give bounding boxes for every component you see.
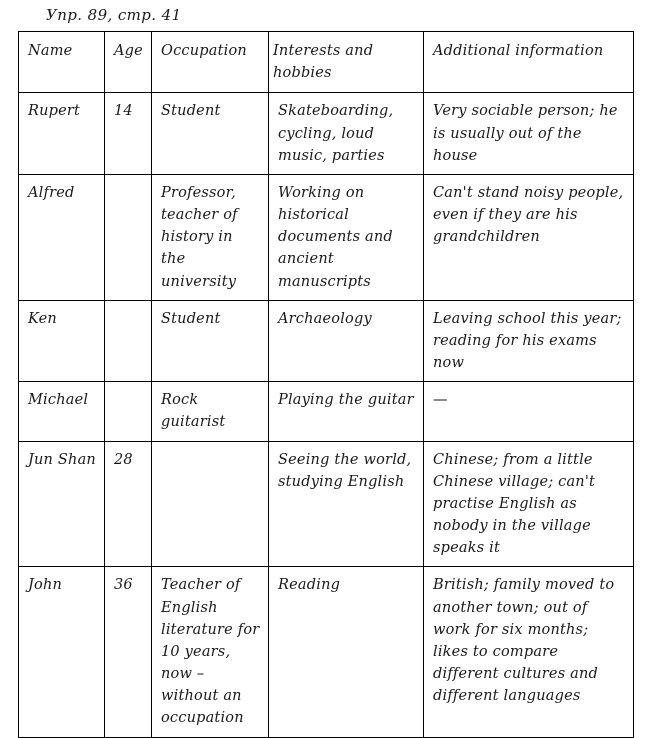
table-row [19, 300, 634, 382]
cell-interests: Playing the guitar [269, 382, 424, 441]
table-header [19, 32, 634, 93]
table-row [19, 174, 634, 300]
cell-age [105, 300, 152, 382]
cell-age: 28 [105, 441, 152, 567]
cell-additional-information: Leaving school this year; reading for his exams now [424, 300, 634, 382]
cell-occupation: Student [152, 300, 269, 382]
exercise-caption: Упр. 89, стр. 41 [46, 6, 182, 24]
cell-occupation: Rock guitarist [152, 382, 269, 441]
column-header-additional-information: Additional information [424, 32, 634, 93]
cell-name: Michael [19, 382, 105, 441]
cell-additional-information: — [424, 382, 634, 441]
cell-additional-information: Chinese; from a little Chinese village; can't practise English as nobody in the village speaks it [424, 441, 634, 567]
table-row [19, 441, 634, 567]
cell-interests: Archaeology [269, 300, 424, 382]
information-table [18, 31, 634, 738]
cell-occupation: Professor, teacher of history in the university [152, 174, 269, 300]
column-header-name: Name [19, 32, 105, 93]
table-body [19, 93, 634, 737]
cell-name: Ken [19, 300, 105, 382]
cell-interests: Skateboarding, cycling, loud music, parties [269, 93, 424, 175]
column-header-occupation: Occupation [152, 32, 269, 93]
cell-additional-information: Can't stand noisy people, even if they are his grandchildren [424, 174, 634, 300]
table-row [19, 382, 634, 441]
cell-interests: Reading [269, 567, 424, 737]
cell-additional-information: Very sociable person; he is usually out of the house [424, 93, 634, 175]
cell-occupation: Teacher of English literature for 10 years, now – without an occupation [152, 567, 269, 737]
column-header-age: Age [105, 32, 152, 93]
cell-interests: Seeing the world, studying English [269, 441, 424, 567]
cell-age: 36 [105, 567, 152, 737]
cell-name: Rupert [19, 93, 105, 175]
column-header-interests: Interests and hobbies [269, 32, 424, 93]
cell-age: 14 [105, 93, 152, 175]
cell-name: John [19, 567, 105, 737]
cell-age [105, 382, 152, 441]
cell-occupation [152, 441, 269, 567]
cell-interests: Working on historical documents and ancient manuscripts [269, 174, 424, 300]
table-header-row [19, 32, 634, 93]
cell-age [105, 174, 152, 300]
table-row [19, 567, 634, 737]
cell-name: Jun Shan [19, 441, 105, 567]
cell-occupation: Student [152, 93, 269, 175]
cell-additional-information: British; family moved to another town; out of work for six months; likes to compare different cultures and different languages [424, 567, 634, 737]
table-row [19, 93, 634, 175]
cell-name: Alfred [19, 174, 105, 300]
